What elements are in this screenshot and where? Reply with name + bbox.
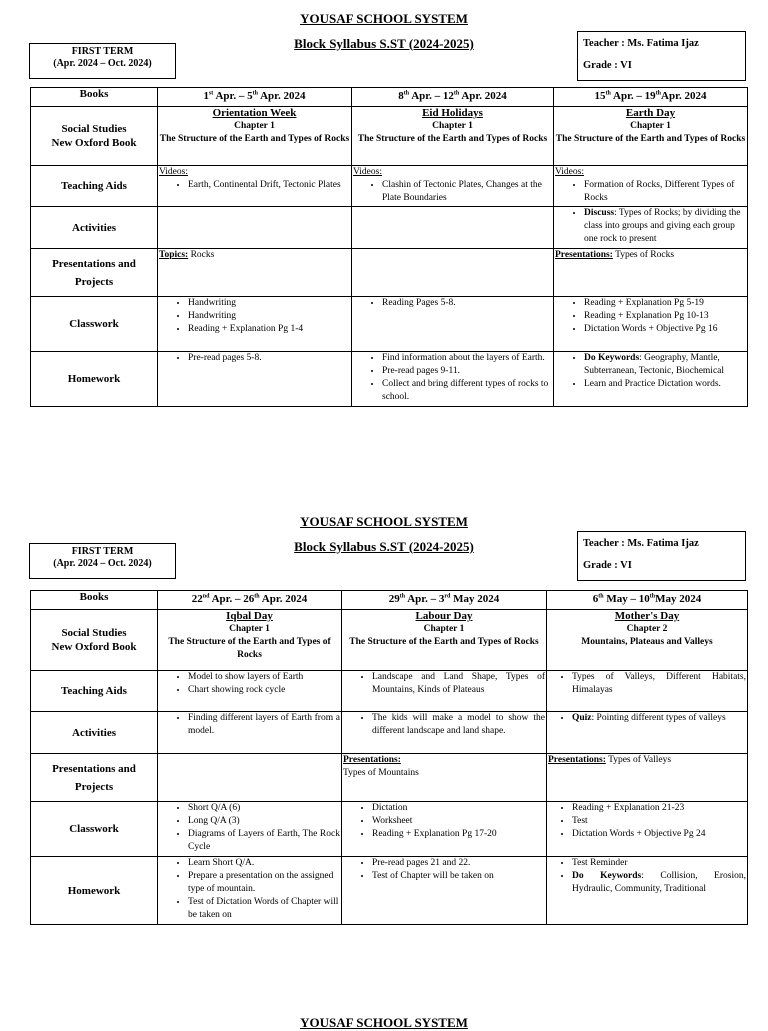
term-dates: (Apr. 2024 – Oct. 2024) [53, 58, 152, 69]
teacher-name: Teacher : Ms. Fatima Ijaz [583, 38, 699, 49]
teaching-aids-cell: Videos: • Clashin of Tectonic Plates, Changes at the Plate Boundaries [352, 166, 554, 207]
subject-label: Social Studies New Oxford Book [31, 610, 158, 671]
teaching-aids-cell: • Landscape and Land Shape, Types of Mountains, Kinds of Plateaus [342, 671, 547, 712]
term-dates: (Apr. 2024 – Oct. 2024) [53, 558, 152, 569]
syllabus-title: Block Syllabus S.ST (2024-2025) [294, 36, 474, 51]
activities-cell [158, 207, 352, 249]
presentations-cell: Presentations: Types of Rocks [554, 249, 748, 297]
presentations-cell: Presentations: Types of Valleys [547, 754, 748, 802]
chapter-cell: Earth Day Chapter 1 The Structure of the Earth and Types of Rocks [554, 107, 748, 166]
classwork-cell: • Handwriting • Handwriting • Reading + Explanation Pg 1-4 [158, 297, 352, 352]
term-box [29, 543, 176, 579]
activities-cell: • Finding different layers of Earth from a model. [158, 712, 342, 754]
syllabus-title: Block Syllabus S.ST (2024-2025) [294, 539, 474, 554]
chapter-cell: Eid Holidays Chapter 1 The Structure of the Earth and Types of Rocks [352, 107, 554, 166]
teacher-box [577, 31, 746, 81]
homework-cell: • Learn Short Q/A. • Prepare a presentation on the assigned type of mountain. • Test of Dictation Words of Chapter will be taken on [158, 857, 342, 925]
activities-cell: • Quiz: Pointing different types of valleys [547, 712, 748, 754]
presentations-cell: Presentations: Types of Mountains [342, 754, 547, 802]
activities-cell: • The kids will make a model to show the different landscape and land shape. [342, 712, 547, 754]
teaching-aids-label: Teaching Aids [31, 166, 158, 207]
chapter-cell: Labour Day Chapter 1 The Structure of the Earth and Types of Rocks [342, 610, 547, 671]
syllabus-table-1 [30, 87, 748, 407]
homework-cell: • Test Reminder • Do Keywords: Collision, Erosion, Hydraulic, Community, Traditional [547, 857, 748, 925]
classwork-label: Classwork [31, 802, 158, 857]
presentations-label: Presentations and Projects [31, 249, 158, 297]
week-date: 6th May – 10thMay 2024 [547, 591, 748, 610]
school-title-next: YOUSAF SCHOOL SYSTEM [300, 1015, 468, 1030]
chapter-cell: Orientation Week Chapter 1 The Structure of the Earth and Types of Rocks [158, 107, 352, 166]
chapter-cell: Mother's Day Chapter 2 Mountains, Plateaus and Valleys [547, 610, 748, 671]
classwork-label: Classwork [31, 297, 158, 352]
syllabus-table-2 [30, 590, 748, 925]
classwork-cell: • Dictation • Worksheet • Reading + Explanation Pg 17-20 [342, 802, 547, 857]
school-title: YOUSAF SCHOOL SYSTEM [300, 11, 468, 26]
week-date: 1st Apr. – 5th Apr. 2024 [158, 88, 352, 107]
activities-label: Activities [31, 207, 158, 249]
homework-cell: • Pre-read pages 21 and 22. • Test of Chapter will be taken on [342, 857, 547, 925]
presentations-cell [352, 249, 554, 297]
week-date: 8th Apr. – 12th Apr. 2024 [352, 88, 554, 107]
teaching-aids-cell: • Model to show layers of Earth • Chart showing rock cycle [158, 671, 342, 712]
teacher-name: Teacher : Ms. Fatima Ijaz [583, 538, 699, 549]
week-date: 15th Apr. – 19thApr. 2024 [554, 88, 748, 107]
classwork-cell: • Reading Pages 5-8. [352, 297, 554, 352]
term-label: FIRST TERM [71, 46, 134, 57]
activities-cell [352, 207, 554, 249]
classwork-cell: • Reading + Explanation 21-23 • Test • Dictation Words + Objective Pg 24 [547, 802, 748, 857]
teaching-aids-cell: • Types of Valleys, Different Habitats, Himalayas [547, 671, 748, 712]
books-header: Books [31, 88, 158, 107]
homework-cell: • Pre-read pages 5-8. [158, 352, 352, 407]
teaching-aids-cell: Videos: • Earth, Continental Drift, Tectonic Plates [158, 166, 352, 207]
week-date: 29th Apr. – 3rd May 2024 [342, 591, 547, 610]
homework-label: Homework [31, 352, 158, 407]
teaching-aids-cell: Videos: • Formation of Rocks, Different Types of Rocks [554, 166, 748, 207]
books-header: Books [31, 591, 158, 610]
week-date: 22nd Apr. – 26th Apr. 2024 [158, 591, 342, 610]
homework-cell: • Do Keywords: Geography, Mantle, Subterranean, Tectonic, Biochemical • Learn and Practice Dictation words. [554, 352, 748, 407]
grade: Grade : VI [583, 60, 632, 71]
teaching-aids-label: Teaching Aids [31, 671, 158, 712]
term-box [29, 43, 176, 79]
school-title: YOUSAF SCHOOL SYSTEM [300, 514, 468, 529]
subject-label: Social Studies New Oxford Book [31, 107, 158, 166]
term-label: FIRST TERM [71, 546, 134, 557]
presentations-cell [158, 754, 342, 802]
homework-cell: • Find information about the layers of Earth. • Pre-read pages 9-11. • Collect and bring different types of rocks to school. [352, 352, 554, 407]
teacher-box [577, 531, 746, 581]
classwork-cell: • Reading + Explanation Pg 5-19 • Reading + Explanation Pg 10-13 • Dictation Words + Objective Pg 16 [554, 297, 748, 352]
presentations-cell: Topics: Rocks [158, 249, 352, 297]
presentations-label: Presentations and Projects [31, 754, 158, 802]
homework-label: Homework [31, 857, 158, 925]
activities-cell: • Discuss: Types of Rocks; by dividing the class into groups and giving each group one rock to present [554, 207, 748, 249]
classwork-cell: • Short Q/A (6) • Long Q/A (3) • Diagrams of Layers of Earth, The Rock Cycle [158, 802, 342, 857]
chapter-cell: Iqbal Day Chapter 1 The Structure of the Earth and Types of Rocks [158, 610, 342, 671]
grade: Grade : VI [583, 560, 632, 571]
activities-label: Activities [31, 712, 158, 754]
